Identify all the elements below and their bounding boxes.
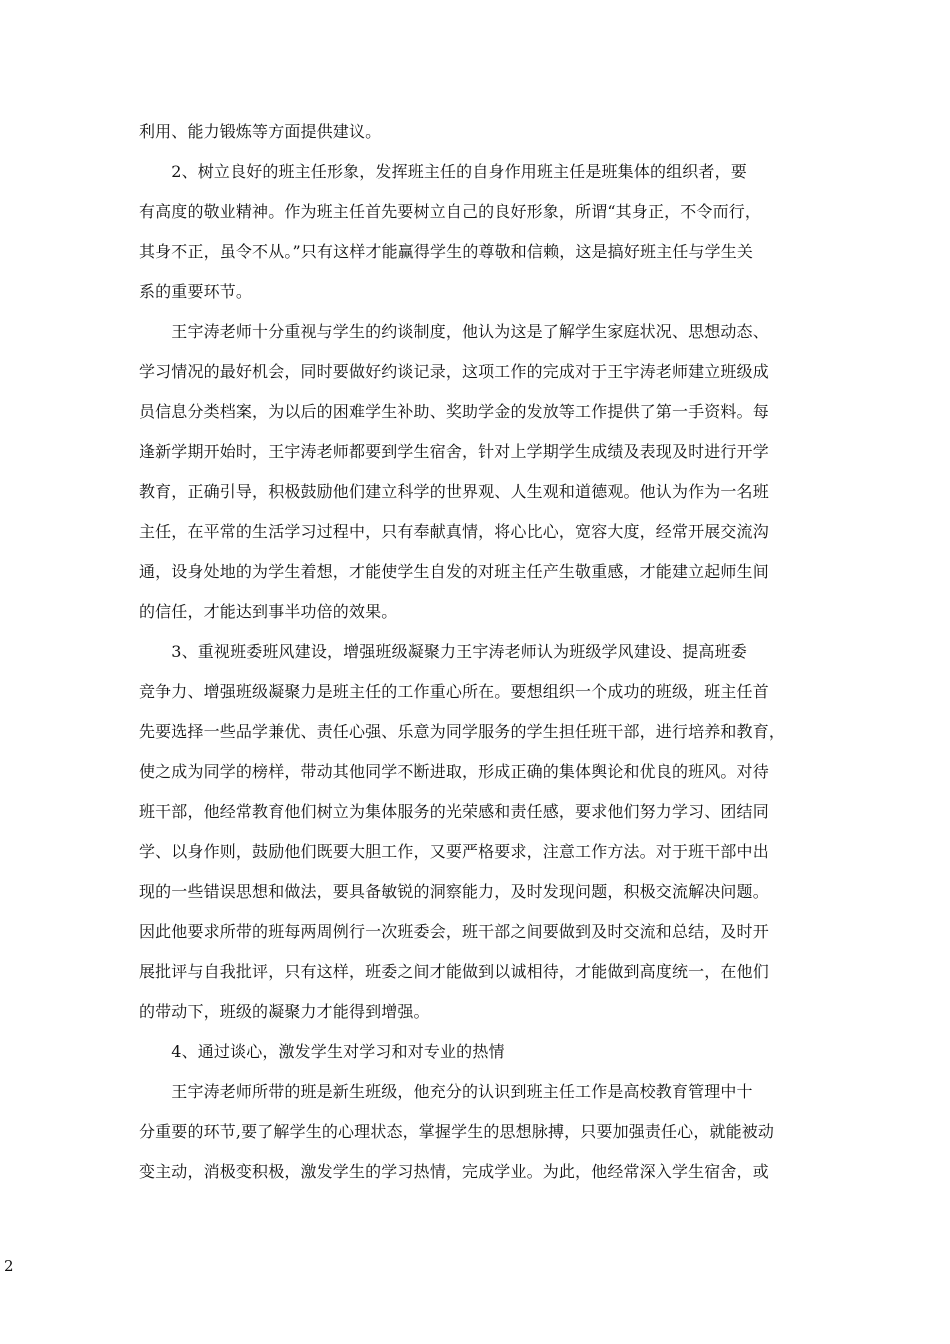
text-line: 先要选择一些品学兼优、责任心强、乐意为同学服务的学生担任班干部，进行培养和教育， [139, 722, 786, 741]
text-line: 王宇涛老师十分重视与学生的约谈制度，他认为这是了解学生家庭状况、思想动态、 [139, 322, 769, 341]
text-line: 的信任，才能达到事半功倍的效果。 [139, 602, 398, 621]
text-line: 王宇涛老师所带的班是新生班级，他充分的认识到班主任工作是高校教育管理中十 [139, 1082, 753, 1101]
text-line: 的带动下，班级的凝聚力才能得到增强。 [139, 1002, 430, 1021]
text-line: 4、通过谈心，激发学生对学习和对专业的热情 [139, 1042, 505, 1061]
text-line: 学、以身作则，鼓励他们既要大胆工作，又要严格要求，注意工作方法。对于班干部中出 [139, 842, 769, 861]
text-line: 利用、能力锻炼等方面提供建议。 [139, 122, 382, 141]
text-line: 有高度的敬业精神。作为班主任首先要树立自己的良好形象，所谓“其身正，不令而行， [139, 202, 762, 221]
text-line: 员信息分类档案，为以后的困难学生补助、奖助学金的发放等工作提供了第一手资料。每 [139, 402, 769, 421]
text-line: 教育，正确引导，积极鼓励他们建立科学的世界观、人生观和道德观。他认为作为一名班 [139, 482, 769, 501]
text-line: 3、重视班委班风建设，增强班级凝聚力王宇涛老师认为班级学风建设、提高班委 [139, 642, 747, 661]
text-line: 主任，在平常的生活学习过程中，只有奉献真情，将心比心，宽容大度，经常开展交流沟 [139, 522, 769, 541]
text-line: 通，设身处地的为学生着想，才能使学生自发的对班主任产生敬重感，才能建立起师生间 [139, 562, 769, 581]
text-line: 其身不正，虽令不从。”只有这样才能赢得学生的尊敬和信赖，这是搞好班主任与学生关 [139, 242, 754, 261]
text-line: 竞争力、增强班级凝聚力是班主任的工作重心所在。要想组织一个成功的班级，班主任首 [139, 682, 769, 701]
page-number: 2 [4, 1257, 14, 1275]
text-line: 现的一些错误思想和做法，要具备敏锐的洞察能力，及时发现问题，积极交流解决问题。 [139, 882, 769, 901]
text-line: 学习情况的最好机会，同时要做好约谈记录，这项工作的完成对于王宇涛老师建立班级成 [139, 362, 769, 381]
text-line: 使之成为同学的榜样，带动其他同学不断进取，形成正确的集体舆论和优良的班风。对待 [139, 762, 769, 781]
text-line: 班干部，他经常教育他们树立为集体服务的光荣感和责任感，要求他们努力学习、团结同 [139, 802, 769, 821]
text-line: 逢新学期开始时，王宇涛老师都要到学生宿舍，针对上学期学生成绩及表现及时进行开学 [139, 442, 769, 461]
text-line: 分重要的环节,要了解学生的心理状态，掌握学生的思想脉搏，只要加强责任心，就能被动 [139, 1122, 775, 1141]
text-line: 变主动，消极变积极，激发学生的学习热情，完成学业。为此，他经常深入学生宿舍，或 [139, 1162, 769, 1181]
text-line: 展批评与自我批评，只有这样，班委之间才能做到以诚相待，才能做到高度统一，在他们 [139, 962, 769, 981]
text-line: 系的重要环节。 [139, 282, 253, 301]
text-line: 2、树立良好的班主任形象，发挥班主任的自身作用班主任是班集体的组织者，要 [139, 162, 747, 181]
text-line: 因此他要求所带的班每两周例行一次班委会，班干部之间要做到及时交流和总结，及时开 [139, 922, 769, 941]
